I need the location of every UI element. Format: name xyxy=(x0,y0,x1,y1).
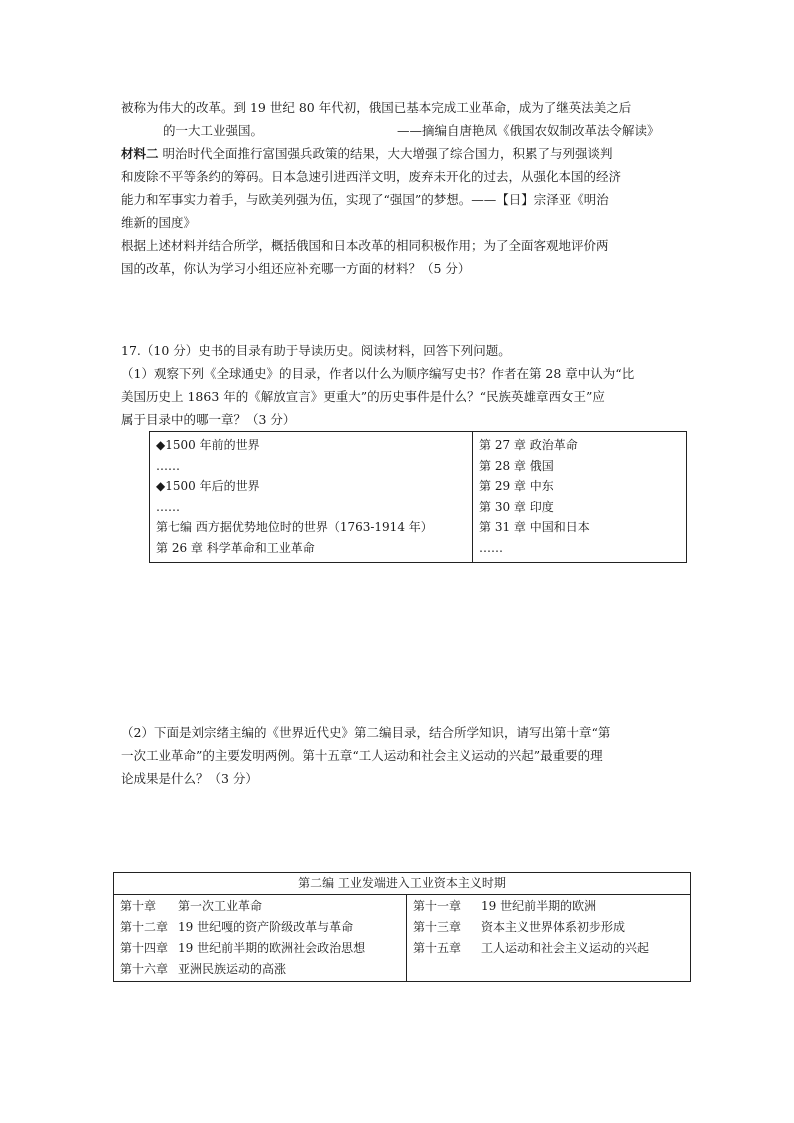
q17-sub1-line2: 美国历史上 1863 年的《解放宣言》更重大”的历史事件是什么？“民族英雄章西女王”应 xyxy=(121,389,605,404)
chapter-number: 第十章 xyxy=(120,899,157,913)
question16-line1: 根据上述材料并结合所学，概括俄国和日本改革的相同积极作用；为了全面客观地评价两 xyxy=(121,238,609,253)
toc-left-item: 第 26 章 科学革命和工业革命 xyxy=(156,540,315,555)
question16-line2: 国的改革，你认为学习小组还应补充哪一方面的材料？（5 分） xyxy=(121,261,471,276)
material2-line3: 能力和军事实力着手，与欧美列强为伍，实现了“强国”的梦想。——【日】宗泽亚《明治 xyxy=(121,192,609,207)
chapter-number: 第十五章 xyxy=(413,941,462,955)
chapter-number: 第十四章 xyxy=(120,941,169,955)
toc2-left-item xyxy=(120,959,400,980)
toc2-right-item xyxy=(413,896,684,917)
toc-left-item: ◆1500 年前的世界 xyxy=(156,438,260,452)
q17-sub2-line2: 一次工业革命”的主要发明两例。第十五章“工人运动和社会主义运动的兴起”最重要的理 xyxy=(121,748,603,763)
toc-left-item: 第七编 西方据优势地位时的世界（1763-1914 年） xyxy=(156,520,433,535)
chapter-number: 第十二章 xyxy=(120,920,169,934)
material1-source: ——摘编自唐艳凤《俄国农奴制改革法令解读》 xyxy=(397,123,660,138)
chapter-title: 19 世纪前半期的欧洲 xyxy=(481,899,597,913)
material2-text: 明治时代全面推行富国强兵政策的结果，大大增强了综合国力，积累了与列强谈判 xyxy=(162,146,613,161)
toc-right-item: 第 27 章 政治革命 xyxy=(479,438,578,452)
material1-text-line2: 的一大工业强国。 xyxy=(163,123,264,138)
q17-sub1-line3: 属于目录中的哪一章？（3 分） xyxy=(121,412,296,427)
toc-left-column xyxy=(150,432,473,563)
modern-history-toc-table xyxy=(113,872,691,982)
toc2-left-item xyxy=(120,896,400,917)
toc-right-item: 第 28 章 俄国 xyxy=(479,458,554,473)
chapter-number: 第十六章 xyxy=(120,962,169,976)
toc2-right-item xyxy=(413,917,684,938)
toc-right-column xyxy=(473,432,687,563)
q17-sub1-line1: （1）观察下列《全球通史》的目录，作者以什么为顺序编写史书？作者在第 28 章中认为“比 xyxy=(121,366,635,381)
chapter-title: 工人运动和社会主义运动的兴起 xyxy=(481,941,650,955)
toc-right-item: 第 29 章 中东 xyxy=(479,479,554,494)
material1-text-line1: 被称为伟大的改革。到 19 世纪 80 年代初，俄国已基本完成工业革命，成为了继英法美之后 xyxy=(121,100,632,115)
toc-left-item: ◆1500 年后的世界 xyxy=(156,479,260,494)
chapter-number: 第十三章 xyxy=(413,920,462,934)
toc-right-item: 第 30 章 印度 xyxy=(479,499,554,514)
chapter-number: 第十一章 xyxy=(413,899,462,913)
toc-left-item: …… xyxy=(156,499,180,514)
material2-line1 xyxy=(121,144,613,162)
chapter-title: 19 世纪嘎的资产阶级改革与革命 xyxy=(178,920,354,934)
toc2-left-item xyxy=(120,938,400,959)
material2-line2: 和废除不平等条约的筹码。日本急速引进西洋文明，废弃未开化的过去，从强化本国的经济 xyxy=(121,169,622,184)
toc-right-item: 第 31 章 中国和日本 xyxy=(479,520,590,535)
chapter-title: 19 世纪前半期的欧洲社会政治思想 xyxy=(178,941,366,955)
toc2-header: 第二编 工业发端进入工业资本主义时期 xyxy=(114,873,691,895)
toc2-left-item xyxy=(120,917,400,938)
toc-right-item: …… xyxy=(479,540,503,555)
toc2-right-item xyxy=(413,938,684,959)
global-history-toc-table xyxy=(149,431,687,563)
material2-label: 材料二 xyxy=(121,146,159,161)
q17-stem: 17.（10 分）史书的目录有助于导读历史。阅读材料，回答下列问题。 xyxy=(121,343,511,358)
q17-sub2-line1: （2）下面是刘宗绪主编的《世界近代史》第二编目录，结合所学知识，请写出第十章“第 xyxy=(121,725,611,740)
material2-line4: 维新的国度》 xyxy=(121,215,197,230)
chapter-title: 资本主义世界体系初步形成 xyxy=(481,920,626,934)
toc-left-item: …… xyxy=(156,458,180,473)
q17-sub2-line3: 论成果是什么？（3 分） xyxy=(121,771,258,786)
toc2-left-column xyxy=(114,895,407,982)
chapter-title: 亚洲民族运动的高涨 xyxy=(178,962,287,976)
chapter-title: 第一次工业革命 xyxy=(178,899,263,913)
toc2-right-column xyxy=(407,895,691,982)
